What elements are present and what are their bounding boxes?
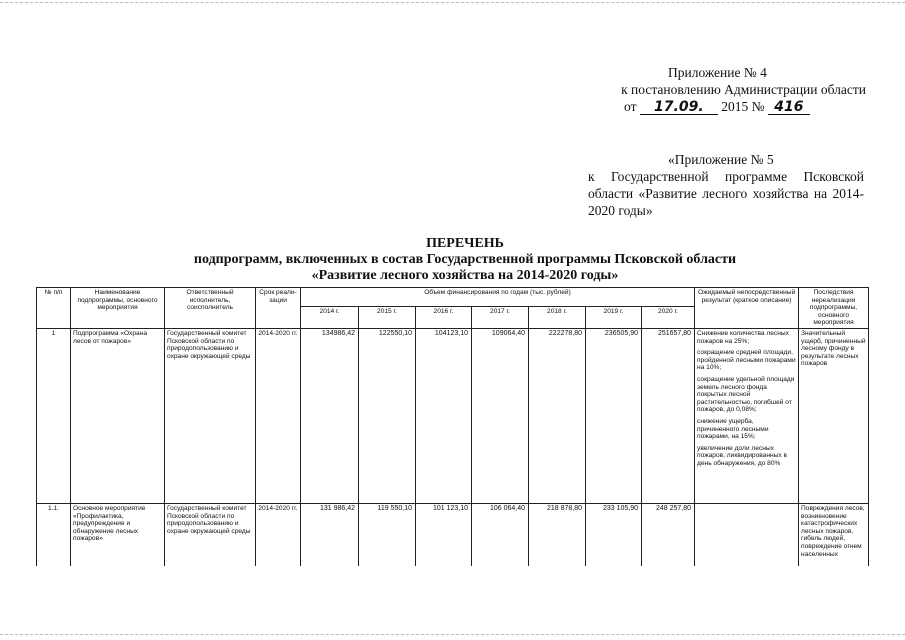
- subprogram-table: [36, 287, 869, 566]
- title-line-1: ПЕРЕЧЕНЬ: [426, 236, 504, 251]
- row-value: 122550,10: [359, 328, 416, 503]
- header-year: 2018 г.: [529, 306, 586, 328]
- row-value: 233 105,90: [586, 503, 642, 566]
- row-consequence: Значительный ущерб, причиненный лесному фонду в результате лесных пожаров: [799, 328, 869, 503]
- row-num: 1: [37, 328, 71, 503]
- header-num: № п/п: [37, 288, 71, 329]
- result-item: снижение ущерба, причиненного лесными пожарами, на 15%;: [697, 417, 769, 441]
- appendix-5-reference: к Государственной программе Псковской области «Развитие лесного хозяйства на 2014-2020 годы»: [588, 169, 864, 218]
- row-value: 134986,42: [301, 328, 359, 503]
- row-value: 106 064,40: [472, 503, 529, 566]
- row-responsible: Государственный комитет Псковской области по природопользованию и охране окружающей среды: [165, 503, 256, 566]
- header-year: 2014 г.: [301, 306, 359, 328]
- row-value: 251657,80: [642, 328, 695, 503]
- from-label: от: [624, 99, 637, 114]
- appendix-5-title: «Приложение № 5: [668, 152, 774, 167]
- row-name: Подпрограмма «Охрана лесов от пожаров»: [71, 328, 165, 503]
- title-line-2: подпрограмм, включенных в состав Государственной программы Псковской области: [193, 252, 737, 267]
- header-term: Срок реали-зации: [256, 288, 301, 329]
- row-value: 248 257,80: [642, 503, 695, 566]
- row-responsible: Государственный комитет Псковской области по природопользованию и охране окружающей среды: [165, 328, 256, 503]
- row-value: 119 550,10: [359, 503, 416, 566]
- appendix-5-block: [588, 151, 864, 219]
- header-responsible: Ответственный исполнитель, соисполнитель: [165, 288, 256, 329]
- title-line-3: «Развитие лесного хозяйства на 2014-2020 годы»: [311, 268, 619, 283]
- document-title: [150, 236, 780, 284]
- row-consequence: Повреждения лесов, возникновение катастрофических лесных пожаров, гибель людей, повреждение огнем населенных: [799, 503, 869, 566]
- appendix-4-title: Приложение № 4: [668, 65, 767, 80]
- row-results: [695, 503, 799, 566]
- result-item: Снижение количества лесных пожаров на 25%;: [697, 329, 789, 345]
- header-year: 2017 г.: [472, 306, 529, 328]
- handwritten-number: 416: [768, 100, 810, 115]
- row-value: 131 986,42: [301, 503, 359, 566]
- header-year: 2015 г.: [359, 306, 416, 328]
- appendix-4-block: [586, 64, 866, 115]
- row-value: 101 123,10: [416, 503, 472, 566]
- year-label: 2015 №: [721, 99, 765, 114]
- row-value: 236505,90: [586, 328, 642, 503]
- row-value: 222278,80: [529, 328, 586, 503]
- row-value: 218 878,80: [529, 503, 586, 566]
- appendix-4-date-line: [586, 98, 866, 115]
- row-value: 104123,10: [416, 328, 472, 503]
- table-row: [37, 503, 869, 566]
- header-year: 2016 г.: [416, 306, 472, 328]
- header-year: 2020 г.: [642, 306, 695, 328]
- row-results: [695, 328, 799, 503]
- header-funding: Объем финансирования по годам (тыс. рублей): [301, 288, 695, 307]
- result-item: увеличение доли лесных пожаров, ликвидированных в день обнаружения, до 80%: [697, 444, 788, 467]
- handwritten-date: 17.09.: [640, 100, 718, 115]
- row-value: 109064,40: [472, 328, 529, 503]
- header-name: Наименование подпрограммы, основного мероприятия: [71, 288, 165, 329]
- appendix-4-reference: к постановлению Администрации области: [621, 82, 866, 97]
- row-name: Основное мероприятие «Профилактика, предупреждение и обнаружение лесных пожаров»: [71, 503, 165, 566]
- result-item: сокращение средней площади, пройденной лесными пожарами на 10%;: [697, 349, 796, 372]
- row-term: 2014-2020 гг.: [256, 328, 301, 503]
- result-item: сокращение удельной площади земель лесного фонда покрытых лесной растительностью, погибшей от пожаров, до 0,08%;: [697, 375, 795, 414]
- row-term: 2014-2020 гг.: [256, 503, 301, 566]
- header-consequence: Последствия нереализации подпрограммы, основного мероприятия: [799, 288, 869, 329]
- header-result: Ожидаемый непосредственный результат (краткое описание): [695, 288, 799, 329]
- header-year: 2019 г.: [586, 306, 642, 328]
- scan-edge-bottom: [0, 634, 905, 635]
- table-row: [37, 328, 869, 503]
- scan-edge-top: [0, 2, 905, 3]
- row-num: 1.1.: [37, 503, 71, 566]
